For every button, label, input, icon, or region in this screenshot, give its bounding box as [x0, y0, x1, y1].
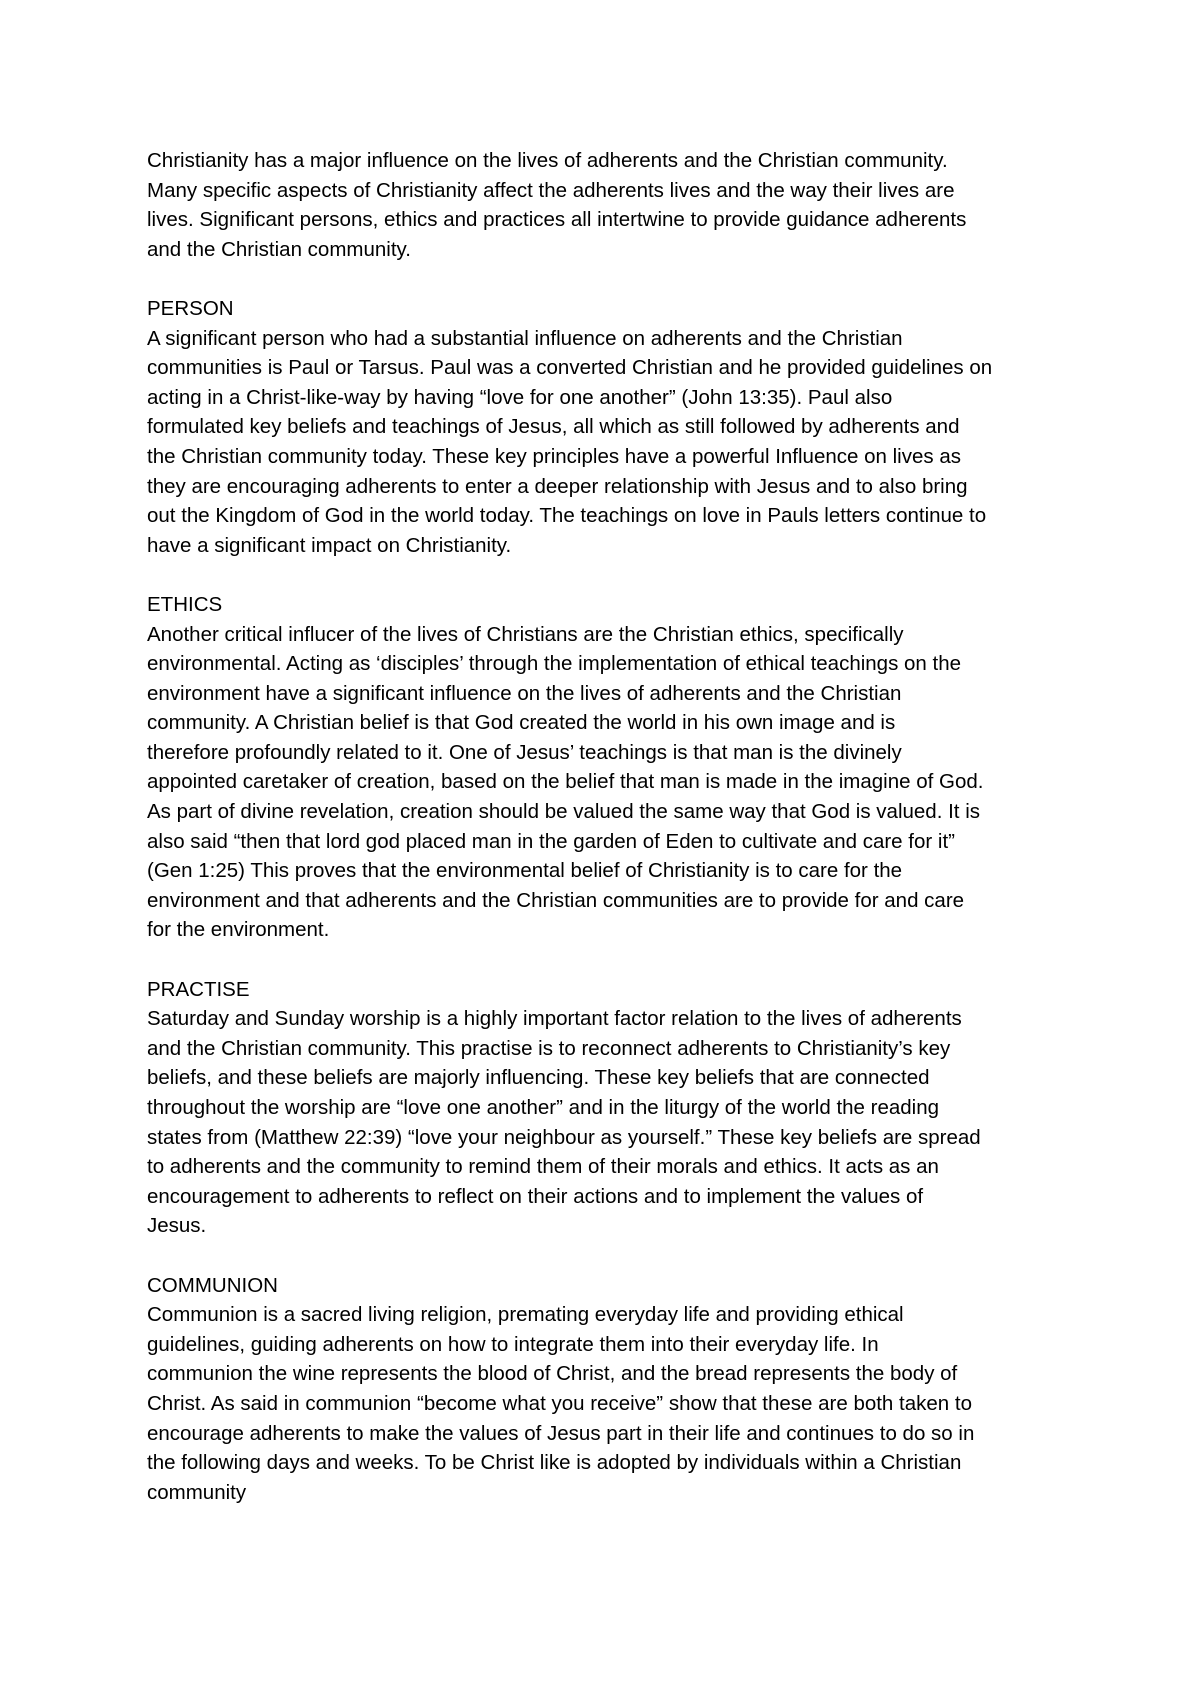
text-line: encourage adherents to make the values of Jesus part in their life and continues to do so in [147, 1421, 975, 1445]
text-line: community [147, 1480, 247, 1504]
text-line: beliefs, and these beliefs are majorly influencing. These key beliefs that are connected [147, 1066, 930, 1090]
intro-paragraph [147, 146, 1077, 264]
text-line: also said “then that lord god placed man in the garden of Eden to cultivate and care for it” [147, 829, 955, 853]
text-line: the Christian community today. These key principles have a powerful Influence on lives as [147, 444, 961, 468]
text-line: As part of divine revelation, creation should be valued the same way that God is valued. It is [147, 800, 980, 824]
section-heading: PERSON [147, 296, 234, 320]
text-line: therefore profoundly related to it. One of Jesus’ teachings is that man is the divinely [147, 740, 902, 764]
text-line: and the Christian community. This practise is to reconnect adherents to Christianity’s key [147, 1036, 951, 1060]
section-communion [147, 1271, 1077, 1508]
text-line: lives. Significant persons, ethics and practices all intertwine to provide guidance adherents [147, 208, 967, 232]
text-line: community. A Christian belief is that God created the world in his own image and is [147, 711, 896, 735]
text-line: formulated key beliefs and teachings of Jesus, all which as still followed by adherents and [147, 415, 960, 439]
text-line: they are encouraging adherents to enter a deeper relationship with Jesus and to also bring [147, 474, 968, 498]
text-line: communion the wine represents the blood of Christ, and the bread represents the body of [147, 1362, 958, 1386]
text-line: throughout the worship are “love one another” and in the liturgy of the world the reading [147, 1096, 940, 1119]
text-line: Christianity has a major influence on the lives of adherents and the Christian community. [147, 149, 948, 172]
section-heading: ETHICS [147, 592, 223, 616]
text-line: environment and that adherents and the Christian communities are to provide for and care [147, 888, 965, 912]
text-line: the following days and weeks. To be Christ like is adopted by individuals within a Christian [147, 1451, 962, 1475]
text-line: Jesus. [147, 1214, 207, 1238]
text-line: environmental. Acting as ‘disciples’ through the implementation of ethical teachings on the [147, 652, 962, 676]
document-body [147, 146, 1077, 1537]
text-line: and the Christian community. [147, 237, 411, 261]
text-line: Another critical influcer of the lives of Christians are the Christian ethics, specifically [147, 622, 904, 646]
text-line: A significant person who had a substantial influence on adherents and the Christian [147, 326, 903, 350]
text-line: communities is Paul or Tarsus. Paul was a converted Christian and he provided guidelines on [147, 356, 993, 380]
text-line: Christ. As said in communion “become what you receive” show that these are both taken to [147, 1391, 972, 1415]
section-heading: PRACTISE [147, 977, 250, 1001]
text-line: guidelines, guiding adherents on how to integrate them into their everyday life. In [147, 1332, 879, 1356]
section-heading: COMMUNION [147, 1273, 278, 1297]
section-practise [147, 975, 1077, 1241]
text-line: states from (Matthew 22:39) “love your neighbour as yourself.” These key beliefs are spread [147, 1125, 981, 1149]
section-ethics [147, 590, 1077, 945]
text-line: Communion is a sacred living religion, premating everyday life and providing ethical [147, 1303, 904, 1327]
text-line: appointed caretaker of creation, based on the belief that man is made in the imagine of God. [147, 770, 984, 794]
section-person [147, 294, 1077, 560]
text-line: to adherents and the community to remind them of their morals and ethics. It acts as an [147, 1155, 939, 1179]
text-line: encouragement to adherents to reflect on their actions and to implement the values of [147, 1184, 924, 1208]
text-line: (Gen 1:25) This proves that the environmental belief of Christianity is to care for the [147, 859, 903, 883]
text-line: for the environment. [147, 918, 330, 942]
text-line: out the Kingdom of God in the world today. The teachings on love in Pauls letters continue to [147, 504, 987, 528]
text-line: environment have a significant influence on the lives of adherents and the Christian [147, 681, 902, 705]
text-line: Saturday and Sunday worship is a highly important factor relation to the lives of adherents [147, 1007, 962, 1031]
text-line: acting in a Christ-like-way by having “love for one another” (John 13:35). Paul also [147, 385, 893, 409]
text-line: have a significant impact on Christianity. [147, 533, 512, 557]
text-line: Many specific aspects of Christianity affect the adherents lives and the way their lives are [147, 178, 955, 202]
